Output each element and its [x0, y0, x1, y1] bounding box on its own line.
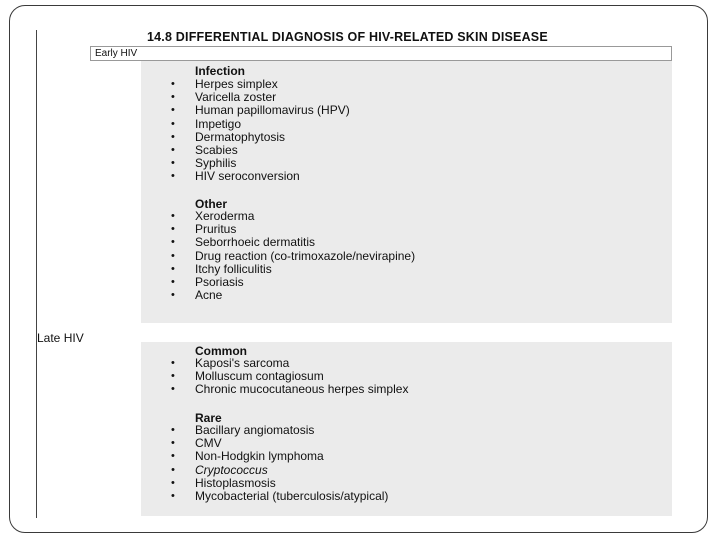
rare-heading: Rare	[195, 411, 222, 425]
late-hiv-panel	[141, 342, 672, 516]
list-item: • Dermatophytosis	[171, 131, 350, 144]
other-list	[171, 210, 415, 302]
list-item: • HIV seroconversion	[171, 170, 350, 183]
infection-list	[171, 78, 350, 184]
list-item: • Acne	[171, 289, 415, 302]
list-item: • Scabies	[171, 144, 350, 157]
list-item: • Varicella zoster	[171, 91, 350, 104]
early-hiv-panel	[141, 61, 672, 323]
late-hiv-label: Late HIV	[37, 331, 84, 345]
list-item: • Bacillary angiomatosis	[171, 424, 388, 437]
list-item: • Herpes simplex	[171, 78, 350, 91]
common-heading: Common	[195, 344, 247, 358]
list-item: • Human papillomavirus (HPV)	[171, 104, 350, 117]
list-item: • Itchy folliculitis	[171, 263, 415, 276]
list-item: • CMV	[171, 437, 388, 450]
list-item: • Xeroderma	[171, 210, 415, 223]
list-item: • Drug reaction (co-trimoxazole/nevirapine)	[171, 250, 415, 263]
list-item: • Psoriasis	[171, 276, 415, 289]
list-item: • Histoplasmosis	[171, 477, 388, 490]
list-item: • Mycobacterial (tuberculosis/atypical)	[171, 490, 388, 503]
list-item: • Syphilis	[171, 157, 350, 170]
rare-list	[171, 424, 388, 503]
list-item: • Pruritus	[171, 223, 415, 236]
list-item: • Kaposi's sarcoma	[171, 357, 408, 370]
list-item: • Seborrhoeic dermatitis	[171, 236, 415, 249]
common-list	[171, 357, 408, 397]
list-item: • Chronic mucocutaneous herpes simplex	[171, 383, 408, 396]
left-divider	[36, 30, 37, 518]
list-item: • Cryptococcus	[171, 464, 388, 477]
other-heading: Other	[195, 197, 228, 211]
list-item: • Molluscum contagiosum	[171, 370, 408, 383]
infection-heading: Infection	[195, 64, 245, 78]
page-title: 14.8 DIFFERENTIAL DIAGNOSIS OF HIV-RELATED SKIN DISEASE	[147, 30, 548, 44]
early-hiv-label: Early HIV	[90, 46, 672, 61]
list-item: • Impetigo	[171, 118, 350, 131]
list-item: • Non-Hodgkin lymphoma	[171, 450, 388, 463]
